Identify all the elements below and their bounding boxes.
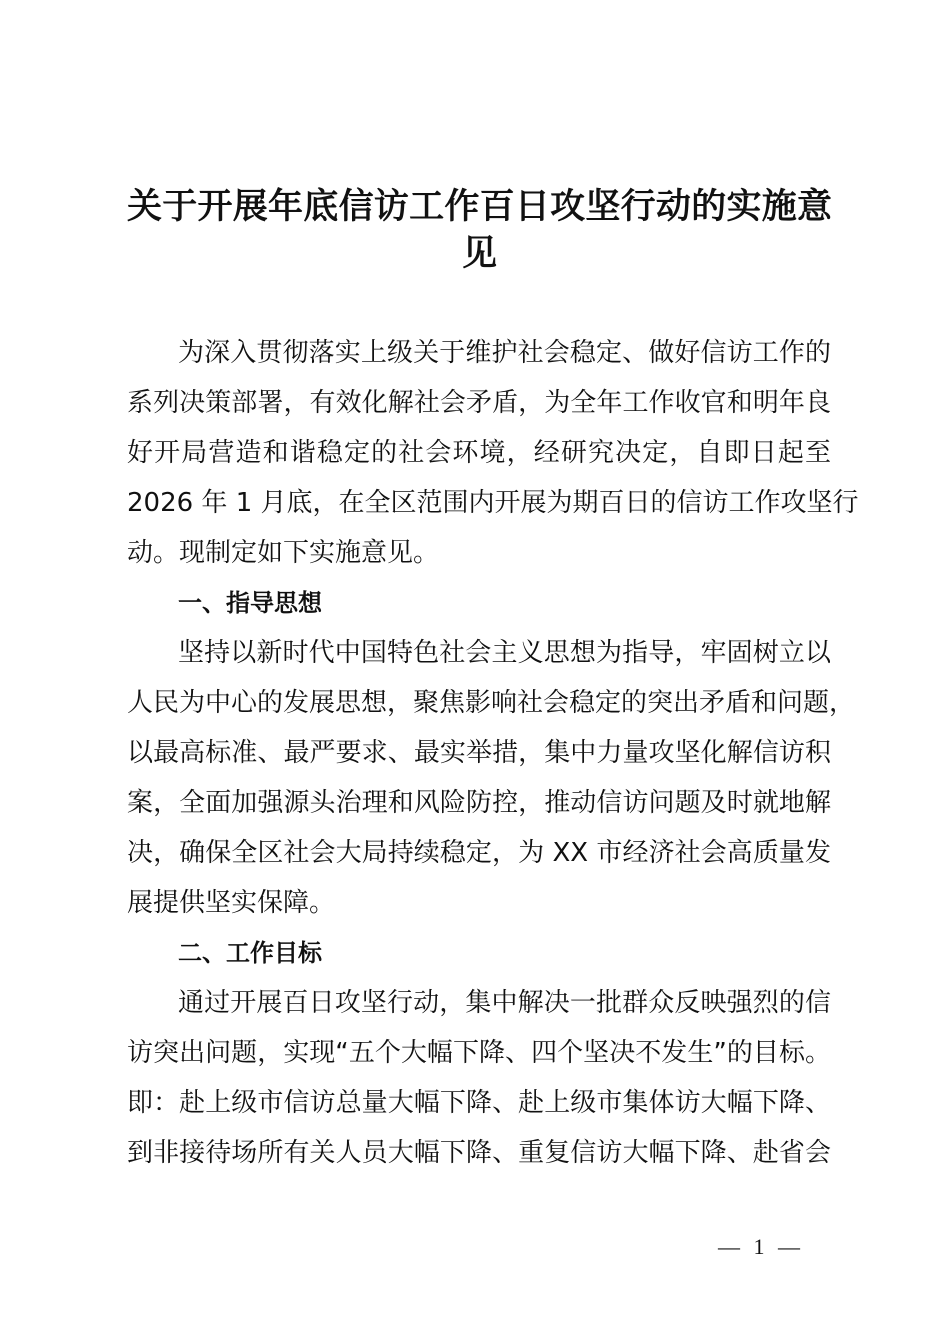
- paragraph-line: 为深入贯彻落实上级关于维护社会稳定、做好信访工作的: [178, 338, 831, 368]
- paragraph-line: 决，确保全区社会大局持续稳定，为 XX 市经济社会高质量发: [127, 838, 831, 868]
- paragraph-line: 即：赴上级市信访总量大幅下降、赴上级市集体访大幅下降、: [127, 1088, 831, 1118]
- paragraph-line: 人民为中心的发展思想，聚焦影响社会稳定的突出矛盾和问题，: [127, 688, 856, 718]
- paragraph-line: 坚持以新时代中国特色社会主义思想为指导，牢固树立以: [178, 638, 831, 668]
- paragraph-line: 以最高标准、最严要求、最实举措，集中力量攻坚化解信访积: [127, 738, 831, 768]
- paragraph-line: 通过开展百日攻坚行动，集中解决一批群众反映强烈的信: [178, 988, 831, 1018]
- section-heading: 一、指导思想: [178, 589, 322, 617]
- page-number: — 1 —: [718, 1234, 804, 1259]
- paragraph-line: 系列决策部署，有效化解社会矛盾，为全年工作收官和明年良: [127, 388, 831, 418]
- paragraph-line: 2026 年 1 月底，在全区范围内开展为期百日的信访工作攻坚行: [127, 488, 859, 518]
- paragraph-line: 案，全面加强源头治理和风险防控，推动信访问题及时就地解: [127, 788, 831, 818]
- document-title-line-2: 见: [461, 234, 497, 274]
- section-heading: 二、工作目标: [178, 939, 322, 967]
- paragraph-line: 动。现制定如下实施意见。: [127, 538, 440, 568]
- paragraph-line: 到非接待场所有关人员大幅下降、重复信访大幅下降、赴省会: [127, 1138, 831, 1168]
- paragraph-line: 访突出问题，实现“五个大幅下降、四个坚决不发生”的目标。: [127, 1038, 831, 1068]
- paragraph-line: 展提供坚实保障。: [127, 888, 336, 918]
- paragraph-line: 好开局营造和谐稳定的社会环境，经研究决定，自即日起至: [127, 438, 831, 468]
- document-title-line-1: 关于开展年底信访工作百日攻坚行动的实施意: [127, 187, 832, 227]
